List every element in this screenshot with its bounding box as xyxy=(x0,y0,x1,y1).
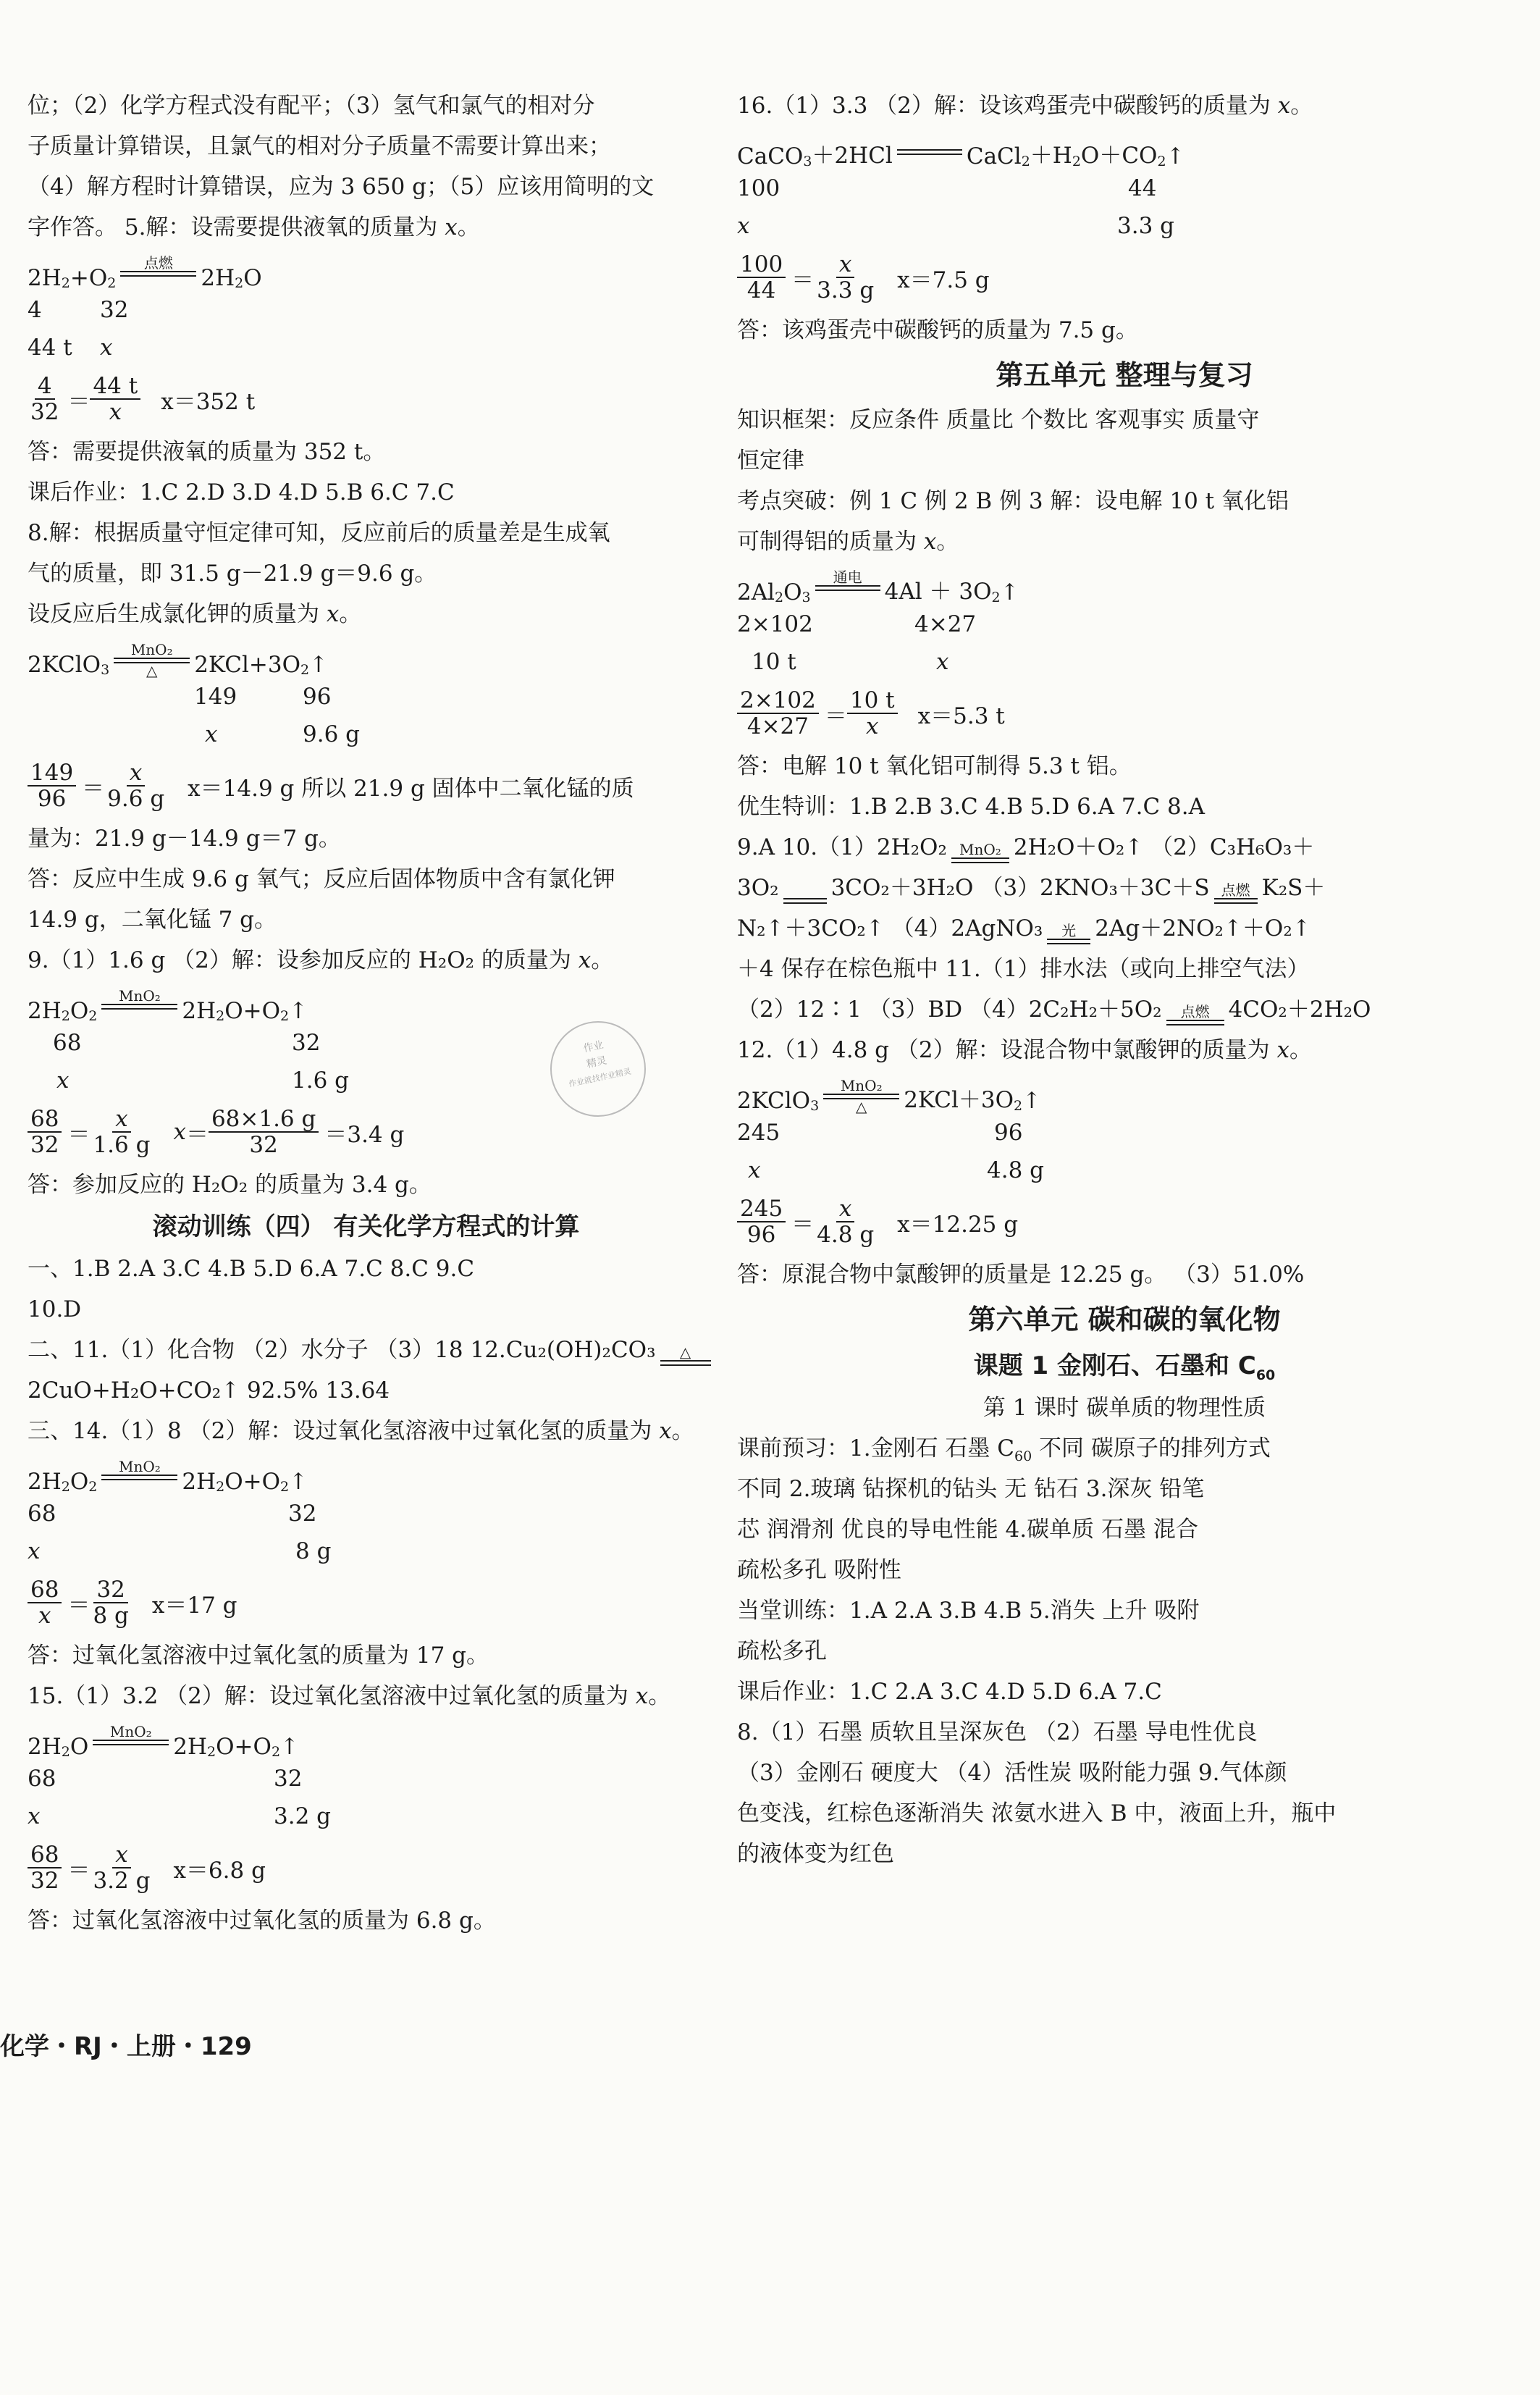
answer-line: 答：过氧化氢溶液中过氧化氢的质量为 17 g。 xyxy=(28,1643,489,1669)
reaction-arrow: MnO₂ △ xyxy=(114,642,190,678)
text-line: （2）12∶1 （3）BD （4）2C₂H₂＋5O₂ 点燃 4CO₂＋2H₂O xyxy=(737,989,1512,1030)
answer-line: 14.9 g，二氧化锰 7 g。 xyxy=(28,907,277,933)
chem-equation: 2Al $_2$ O $_3$ 通电 4Al ＋ 3O $_2$ ↑ xyxy=(737,569,1019,605)
text-line: （4）解方程时计算错误，应为 3 650 g；（5）应该用简明的文 xyxy=(28,174,655,200)
lesson-heading: 课题 1 金刚石、石墨和 $C_{60}$ xyxy=(973,1351,1276,1383)
fraction-line: $\frac{149}{96}$ ＝ $\frac{x}{9.6 g}$ x＝14.9 g 所以 21.9 g 固体中二氧化锰的质 xyxy=(28,753,704,818)
chem-equation: 2H $_2$ O $_2$ MnO₂ 2H $_2$ O+O $_2$ ↑ xyxy=(28,987,308,1024)
ratio-row: x 8 g xyxy=(28,1538,332,1564)
ratio-row: x 4.8 g xyxy=(748,1157,1044,1183)
text-line: 不同 2.玻璃 钻探机的钻头 无 钻石 3.深灰 铅笔 xyxy=(737,1476,1205,1502)
chem-equation: 2H $_2$ O MnO₂ 2H $_2$ O+O $_2$ ↑ xyxy=(28,1723,300,1760)
text-line: 的液体变为红色 xyxy=(737,1841,894,1867)
text-line: 当堂训练：1.A 2.A 3.B 4.B 5.消失 上升 吸附 xyxy=(737,1598,1200,1624)
reaction-arrow: 点燃 xyxy=(1166,1004,1224,1040)
text-line: 9.A 10.（1）2H₂O₂ MnO₂ 2H₂O＋O₂↑ （2）C₃H₆O₃＋ xyxy=(737,827,1512,868)
text-line: 课后作业：1.C 2.A 3.C 4.D 5.D 6.A 7.C xyxy=(737,1679,1162,1705)
answer-line: 答：电解 10 t 氧化铝可制得 5.3 t 铝。 xyxy=(737,753,1132,779)
ratio-row: 10 t x xyxy=(752,649,949,675)
reaction-arrow: 通电 xyxy=(815,569,880,605)
fraction-line: $\frac{4}{32}$ ＝ $\frac{44 t}{x}$ x＝352 t xyxy=(30,373,256,425)
text-line: 10.D xyxy=(28,1296,82,1322)
left-column xyxy=(28,85,704,1941)
answer-line: 答：反应中生成 9.6 g 氧气；反应后固体物质中含有氯化钾 xyxy=(28,866,615,892)
answer-line: 答：需要提供液氧的质量为 352 t。 xyxy=(28,439,386,465)
text-line: ＋4 保存在棕色瓶中 11.（1）排水法（或向上排空气法） xyxy=(737,956,1310,982)
text-line: 芯 润滑剂 优良的导电性能 4.碳单质 石墨 混合 xyxy=(737,1517,1198,1543)
fraction-line: $\frac{100}{44}$ ＝ $\frac{x}{3.3 g}$ x＝7.5 g xyxy=(737,245,1512,310)
fraction-line: $\frac{68}{32}$ ＝ $\frac{x}{3.2 g}$ x＝6.8 g xyxy=(28,1835,704,1900)
ratio-row: x 1.6 g xyxy=(56,1068,349,1094)
text-line: 子质量计算错误，且氯气的相对分子质量不需要计算出来； xyxy=(28,133,611,159)
section-heading: 滚动训练（四） 有关化学方程式的计算 xyxy=(152,1212,580,1241)
ratio-row: 245 96 xyxy=(737,1120,1023,1146)
fraction-line: $\frac{68}{32}$ ＝ $\frac{x}{1.6 g}$ x ＝ $\frac{68\times 1.6 g}{32}$ ＝3.4 g xyxy=(28,1099,704,1165)
ratio-row: 44 t x xyxy=(28,335,113,361)
ratio-row: 68 32 xyxy=(53,1030,321,1056)
reaction-arrow: MnO₂ xyxy=(951,842,1009,878)
text-line: 考点突破：例 1 C 例 2 B 例 3 解：设电解 10 t 氧化铝 xyxy=(737,488,1289,514)
ratio-row: 68 32 xyxy=(28,1766,303,1792)
ratio-row: x 3.3 g xyxy=(737,213,1174,239)
text-line: 疏松多孔 xyxy=(737,1638,827,1664)
text-line: 12.（1）4.8 g （2）解：设混合物中氯酸钾的质量为 x。 xyxy=(737,1037,1312,1063)
ratio-row: 100 44 xyxy=(737,175,1157,201)
text-line: 位；（2）化学方程式没有配平；（3）氢气和氯气的相对分 xyxy=(28,93,595,119)
chem-equation: 2H $_2$ O $_2$ MnO₂ 2H $_2$ O+O $_2$ ↑ xyxy=(28,1458,308,1495)
fraction-line: $\frac{245}{96}$ ＝ $\frac{x}{4.8 g}$ x＝12.25 g xyxy=(737,1189,1512,1254)
text-line: 优生特训：1.B 2.B 3.C 4.B 5.D 6.A 7.C 8.A xyxy=(737,794,1206,820)
answer-line: 答：过氧化氢溶液中过氧化氢的质量为 6.8 g。 xyxy=(28,1908,496,1934)
text-line: 知识框架：反应条件 质量比 个数比 客观事实 质量守 xyxy=(737,407,1260,433)
fraction-line: $\frac{2\times 102}{4\times 27}$ ＝ $\frac{10 t}{x}$ x＝5.3 t xyxy=(737,681,1512,746)
chem-equation: 2KClO $_3$ MnO₂ △ 2KCl+3O $_2$ ↑ xyxy=(28,641,329,679)
watermark-stamp: 作业 精灵 作业就找作业精灵 xyxy=(542,1012,655,1126)
reaction-arrow: MnO₂ xyxy=(93,1724,169,1760)
text-line: 2CuO+H₂O+CO₂↑ 92.5% 13.64 xyxy=(28,1377,390,1404)
text-line: 设反应后生成氯化钾的质量为 x。 xyxy=(28,601,362,627)
chem-equation: 2H $_2$ +O $_2$ 点燃 2H $_2$ O xyxy=(28,254,262,291)
text-line: 色变浅，红棕色逐渐消失 浓氨水进入 B 中，液面上升，瓶中 xyxy=(737,1800,1337,1826)
reaction-arrow: MnO₂ xyxy=(101,1459,177,1495)
text-line: 8.（1）石墨 质软且呈深灰色 （2）石墨 导电性优良 xyxy=(737,1719,1258,1745)
unit-heading: 第五单元 整理与复习 xyxy=(996,359,1253,391)
chem-equation: CaCO $_3$ ＋2HCl CaCl $_2$ ＋H $_2$ O＋CO $_2$ ↑ xyxy=(737,126,1512,169)
answer-line: 答：参加反应的 H₂O₂ 的质量为 3.4 g。 xyxy=(28,1172,432,1198)
reaction-arrow xyxy=(897,133,962,169)
ratio-row: 4 32 xyxy=(28,297,129,323)
text-line: 9.（1）1.6 g （2）解：设参加反应的 H₂O₂ 的质量为 x。 xyxy=(28,947,614,973)
page-footer: 化学・RJ・上册・129 xyxy=(0,2032,252,2061)
text-line: 16.（1）3.3 （2）解：设该鸡蛋壳中碳酸钙的质量为 x。 xyxy=(737,93,1313,119)
reaction-arrow: △ xyxy=(660,1344,711,1380)
text-line: 疏松多孔 吸附性 xyxy=(737,1557,901,1583)
text-line: 一、1.B 2.A 3.C 4.B 5.D 6.A 7.C 8.C 9.C xyxy=(28,1256,475,1282)
text-line: 课后作业：1.C 2.D 3.D 4.D 5.B 6.C 7.C xyxy=(28,479,455,506)
text-line: （3）金刚石 硬度大 （4）活性炭 吸附能力强 9.气体颜 xyxy=(737,1760,1287,1786)
reaction-arrow: 光 xyxy=(1047,923,1090,959)
fraction-line: $\frac{68}{x}$ ＝ $\frac{32}{8 g}$ x＝17 g xyxy=(28,1570,704,1635)
unit-heading: 第六单元 碳和碳的氧化物 xyxy=(968,1304,1281,1335)
period-heading: 第 1 课时 碳单质的物理性质 xyxy=(983,1395,1266,1421)
text-line: 恒定律 xyxy=(737,448,804,474)
text-line: 二、11.（1）化合物 （2）水分子 （3）18 12.Cu₂(OH)₂CO₃ △ xyxy=(28,1330,704,1370)
answer-line: 答：该鸡蛋壳中碳酸钙的质量为 7.5 g。 xyxy=(737,317,1138,343)
right-column xyxy=(737,85,1512,1874)
text-line: 气的质量，即 31.5 g－21.9 g＝9.6 g。 xyxy=(28,561,437,587)
reaction-arrow: 点燃 xyxy=(120,255,196,291)
answer-line: 答：原混合物中氯酸钾的质量是 12.25 g。 （3）51.0% xyxy=(737,1262,1305,1288)
text-line: 三、14.（1）8 （2）解：设过氧化氢溶液中过氧化氢的质量为 x。 xyxy=(28,1418,694,1444)
text-line: 15.（1）3.2 （2）解：设过氧化氢溶液中过氧化氢的质量为 x。 xyxy=(28,1683,671,1709)
text-line: 课前预习：1.金刚石 石墨 $C_{60}$ 不同 碳原子的排列方式 xyxy=(737,1435,1271,1465)
text-line: 字作答。 5.解：设需要提供液氧的质量为 x。 xyxy=(28,214,480,240)
text-line: N₂↑＋3CO₂↑ （4）2AgNO₃ 光 2Ag＋2NO₂↑＋O₂↑ xyxy=(737,908,1512,949)
reaction-arrow: MnO₂ △ xyxy=(823,1078,899,1114)
text-line: 可制得铝的质量为 x。 xyxy=(737,529,959,555)
ratio-row: 2×102 4×27 xyxy=(737,611,977,637)
reaction-arrow: 点燃 xyxy=(1214,882,1258,918)
ratio-row: x 3.2 g xyxy=(28,1803,331,1829)
text-line: 量为：21.9 g－14.9 g＝7 g。 xyxy=(28,826,341,852)
ratio-row: x 9.6 g xyxy=(205,721,360,747)
reaction-arrow: MnO₂ xyxy=(101,988,177,1024)
text-line: 8.解：根据质量守恒定律可知，反应前后的质量差是生成氧 xyxy=(28,520,610,546)
chem-equation: 2KClO $_3$ MnO₂ △ 2KCl＋3O $_2$ ↑ xyxy=(737,1077,1042,1115)
text-line: 3O₂ 3CO₂＋3H₂O （3）2KNO₃＋3C＋S 点燃 K₂S＋ xyxy=(737,868,1512,908)
ratio-row: 68 32 xyxy=(28,1501,317,1527)
ratio-row: 149 96 xyxy=(194,684,332,710)
